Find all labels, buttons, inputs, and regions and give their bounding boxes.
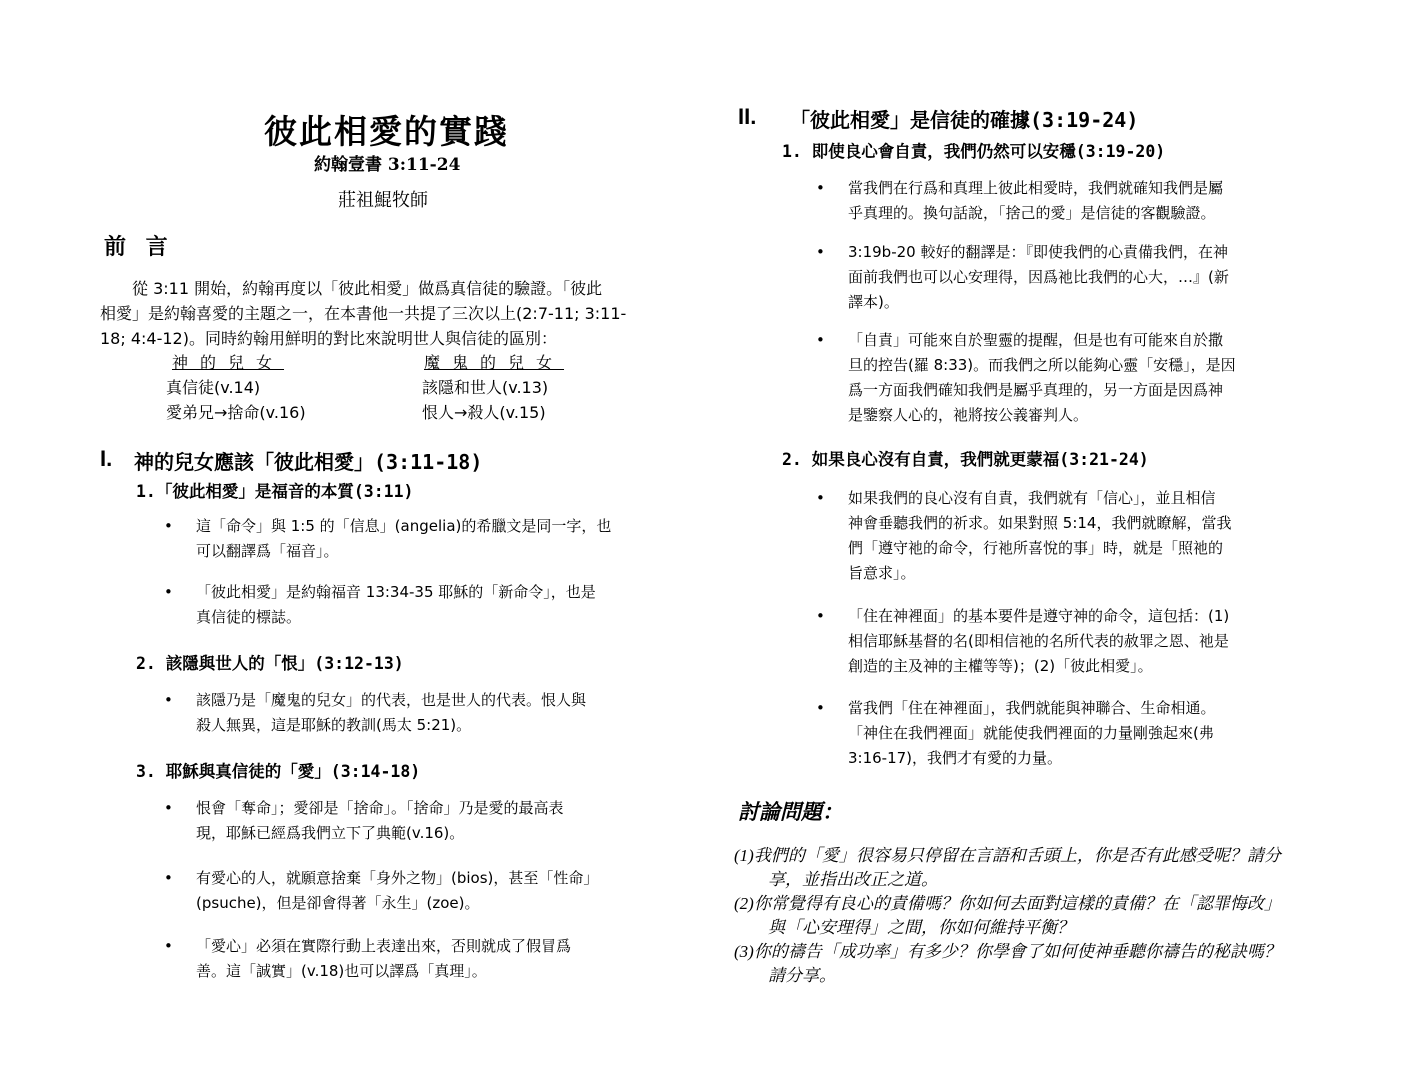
bullet-line: 恨會「奪命」；愛卻是「捨命」。「捨命」乃是愛的最高表 xyxy=(196,799,564,817)
sub-1-3-title: 3. 耶穌與真信徒的「愛」(3:14-18) xyxy=(136,762,421,781)
section-1-title: 神的兒女應該「彼此相愛」(3:11-18) xyxy=(134,450,483,474)
bullet-line: 3:16-17)，我們才有愛的力量。 xyxy=(848,749,1063,767)
bullet-dot: • xyxy=(816,243,825,261)
doc-author: 莊祖鯤牧師 xyxy=(338,190,428,211)
section-1-numeral: I. xyxy=(100,446,113,471)
doc-subtitle: 約翰壹書 3:11-24 xyxy=(314,155,461,175)
bullet-line: 「彼此相愛」是約翰福音 13:34-35 耶穌的「新命令」，也是 xyxy=(196,583,596,601)
intro-heading: 前 言 xyxy=(104,234,174,260)
discussion-heading: 討論問題： xyxy=(738,799,843,824)
bullet-item xyxy=(164,580,676,630)
bullet-line: (psuche)，但是卻會得著「永生」(zoe)。 xyxy=(196,894,480,912)
bullet-line: 面前我們也可以心安理得，因爲祂比我們的心大，…』(新 xyxy=(848,268,1229,286)
bullet-line: 「愛心」必須在實際行動上表達出來，否則就成了假冒爲 xyxy=(196,937,572,955)
table-cell: 恨人→殺人(v.15) xyxy=(422,403,546,422)
question-item xyxy=(734,940,1281,988)
bullet-line: 殺人無異，這是耶穌的教訓(馬太 5:21)。 xyxy=(196,716,472,734)
bullet-line: 旦的控告(羅 8:33)。而我們之所以能夠心靈「安穩」，是因 xyxy=(848,356,1236,374)
sub-1-1-title: 1.「彼此相愛」是福音的本質(3:11) xyxy=(136,482,414,501)
bullet-line: 「住在神裡面」的基本要件是遵守神的命令，這包括：(1) xyxy=(848,607,1230,625)
bullet-item xyxy=(164,796,676,846)
bullet-line: 3:19b-20 較好的翻譯是：『即使我們的心責備我們，在神 xyxy=(848,243,1228,261)
table-cell: 愛弟兄→捨命(v.16) xyxy=(166,403,306,422)
bullet-item xyxy=(164,514,676,564)
bullet-line: 相信耶穌基督的名(即相信祂的名所代表的赦罪之恩、祂是 xyxy=(848,632,1229,650)
bullet-dot: • xyxy=(816,699,825,717)
bullet-line: 神會垂聽我們的祈求。如果對照 5:14，我們就瞭解，當我 xyxy=(848,514,1232,532)
table-cell: 該隱和世人(v.13) xyxy=(422,378,549,397)
intro-line: 相愛」是約翰喜愛的主題之一，在本書他一共提了三次以上(2:7-11; 3:11- xyxy=(100,304,627,323)
bullet-dot: • xyxy=(816,489,825,507)
table-header-children-of-god: 神的兒女 xyxy=(172,353,285,372)
bullet-dot: • xyxy=(164,517,173,535)
question-line: (1)我們的「愛」很容易只停留在言語和舌頭上，你是否有此感受呢？請分 xyxy=(734,846,1281,865)
bullet-item xyxy=(816,176,1318,226)
question-item xyxy=(734,844,1281,892)
sub-1-2-title: 2. 該隱與世人的「恨」(3:12-13) xyxy=(136,654,404,673)
question-line: (3)你的禱告「成功率」有多少？你學會了如何使神垂聽你禱告的秘訣嗎？ xyxy=(734,942,1281,961)
bullet-line: 乎真理的。換句話說，「捨己的愛」是信徒的客觀驗證。 xyxy=(848,204,1216,222)
question-item xyxy=(734,892,1281,940)
bullet-line: 們「遵守祂的命令，行祂所喜悅的事」時，就是「照祂的 xyxy=(848,539,1224,557)
section-2-numeral: II. xyxy=(738,104,757,129)
question-line: 享，並指出改正之道。 xyxy=(768,870,938,889)
table-header-children-of-devil: 魔鬼的兒女 xyxy=(424,353,565,372)
bullet-dot: • xyxy=(164,691,173,709)
discussion-questions xyxy=(734,844,1281,988)
bullet-line: 真信徒的標誌。 xyxy=(196,608,302,626)
bullet-line: 旨意求」。 xyxy=(848,564,916,582)
question-line: 請分享。 xyxy=(768,966,836,985)
bullet-line: 創造的主及神的主權等等)；(2)「彼此相愛」。 xyxy=(848,657,1153,675)
bullet-line: 是鑒察人心的，祂將按公義審判人。 xyxy=(848,406,1089,424)
bullet-item xyxy=(816,604,1318,679)
bullet-line: 如果我們的良心沒有自責，我們就有「信心」，並且相信 xyxy=(848,489,1216,507)
bullet-item xyxy=(816,328,1318,428)
bullet-dot: • xyxy=(816,331,825,349)
bullet-item xyxy=(816,696,1318,771)
bullet-line: 「自責」可能來自於聖靈的提醒，但是也有可能來自於撒 xyxy=(848,331,1224,349)
bullet-line: 譯本)。 xyxy=(848,293,899,311)
bullet-line: 爲一方面我們確知我們是屬乎真理的，另一方面是因爲神 xyxy=(848,381,1224,399)
bullet-item xyxy=(164,688,676,738)
bullet-line: 該隱乃是「魔鬼的兒女」的代表，也是世人的代表。恨人與 xyxy=(196,691,587,709)
bullet-dot: • xyxy=(816,179,825,197)
sub-2-1-title: 1. 即使良心會自責，我們仍然可以安穩(3:19-20) xyxy=(782,142,1166,161)
bullet-line: 當我們「住在神裡面」，我們就能與神聯合、生命相通。 xyxy=(848,699,1216,717)
bullet-item xyxy=(816,486,1318,586)
doc-title: 彼此相愛的實踐 xyxy=(264,112,509,151)
bullet-item xyxy=(164,934,676,984)
bullet-item xyxy=(816,240,1318,315)
question-line: (2)你常覺得有良心的責備嗎？你如何去面對這樣的責備？在「認罪悔改」 xyxy=(734,894,1281,913)
question-line: 與「心安理得」之間，你如何維持平衡？ xyxy=(768,918,1074,937)
bullet-line: 可以翻譯爲「福音」。 xyxy=(196,542,339,560)
intro-paragraph xyxy=(100,276,626,351)
bullet-item xyxy=(164,866,676,916)
bullet-dot: • xyxy=(164,583,173,601)
bullet-line: 「神住在我們裡面」就能使我們裡面的力量剛強起來(弗 xyxy=(848,724,1214,742)
bullet-dot: • xyxy=(816,607,825,625)
bullet-dot: • xyxy=(164,937,173,955)
intro-line: 18; 4:4-12)。同時約翰用鮮明的對比來說明世人與信徒的區別： xyxy=(100,329,557,348)
bullet-line: 這「命令」與 1:5 的「信息」(angelia)的希臘文是同一字，也 xyxy=(196,517,612,535)
sub-2-2-title: 2. 如果良心沒有自責，我們就更蒙福(3:21-24) xyxy=(782,450,1149,469)
bullet-dot: • xyxy=(164,869,173,887)
bullet-line: 現，耶穌已經爲我們立下了典範(v.16)。 xyxy=(196,824,465,842)
bullet-line: 善。這「誠實」(v.18)也可以譯爲「真理」。 xyxy=(196,962,487,980)
bullet-dot: • xyxy=(164,799,173,817)
bullet-line: 當我們在行爲和真理上彼此相愛時，我們就確知我們是屬 xyxy=(848,179,1224,197)
bullet-line: 有愛心的人，就願意捨棄「身外之物」(bios)，甚至「性命」 xyxy=(196,869,599,887)
intro-line: 從 3:11 開始，約翰再度以「彼此相愛」做爲真信徒的驗證。「彼此 xyxy=(132,279,603,298)
table-cell: 真信徒(v.14) xyxy=(166,378,261,397)
section-2-title: 「彼此相愛」是信徒的確據(3:19-24) xyxy=(790,108,1139,132)
